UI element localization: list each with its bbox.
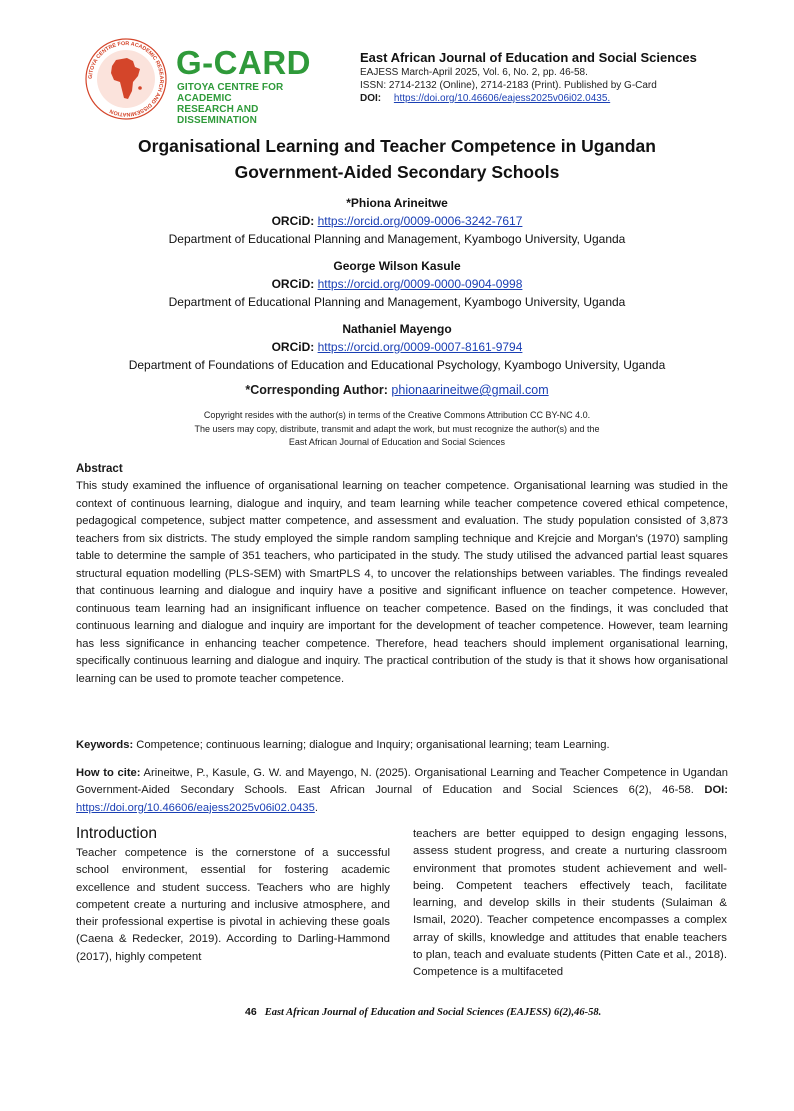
how-to-cite bbox=[76, 765, 728, 817]
author-affiliation: Department of Foundations of Education and Educational Psychology, Kyambogo University, Uganda bbox=[128, 358, 666, 372]
journal-doi-line bbox=[360, 92, 760, 105]
author-block bbox=[60, 194, 734, 248]
copyright-notice bbox=[110, 409, 684, 450]
paper-title-line1: Organisational Learning and Teacher Competence in Ugandan bbox=[138, 136, 656, 156]
corresponding-label: *Corresponding Author: bbox=[245, 383, 388, 397]
cite-label: How to cite: bbox=[76, 767, 141, 779]
cite-text: Arineitwe, P., Kasule, G. W. and Mayengo, N. (2025). Organisational Learning and Teacher Competence in Ugandan Government-Aided Secondary Schools. East African Journal of Education and Social Sciences 6(2), 46-58. bbox=[76, 767, 728, 797]
introduction-heading: Introduction bbox=[76, 825, 157, 842]
author-list bbox=[60, 194, 734, 374]
paper-title bbox=[60, 133, 734, 185]
orcid-label: ORCiD: bbox=[271, 277, 315, 291]
orcid-link[interactable]: https://orcid.org/0009-0007-8161-9794 bbox=[317, 340, 523, 354]
author-name: Nathaniel Mayengo bbox=[342, 322, 452, 336]
author-affiliation: Department of Educational Planning and Management, Kyambogo University, Uganda bbox=[168, 295, 626, 309]
copyright-line: East African Journal of Education and Social Sciences bbox=[288, 437, 506, 447]
orcid-link[interactable]: https://orcid.org/0009-0000-0904-0998 bbox=[317, 277, 523, 291]
author-name: George Wilson Kasule bbox=[333, 259, 461, 273]
orcid-label: ORCiD: bbox=[271, 214, 315, 228]
orcid-label: ORCiD: bbox=[271, 340, 315, 354]
copyright-line: The users may copy, distribute, transmit and adapt the work, but must recognize the author(s) and the bbox=[194, 423, 600, 434]
introduction-left-column: Teacher competence is the cornerstone of a successful school environment, essential for fostering academic excellence and student success. Teachers who are highly competent create a nurturing and inclusive atmosphere, and their professional expertise is pivotal in achieving these goals (Caena & Redecker, 2019). According to Darling-Hammond (2017), highly competent bbox=[76, 847, 390, 963]
page-number: 46 bbox=[245, 1006, 257, 1018]
keywords-label: Keywords: bbox=[76, 739, 134, 751]
emblem-ring-text: GITOYA CENTRE FOR ACADEMIC RESEARCH AND DISSEMINATION bbox=[87, 40, 165, 118]
introduction-right-column: teachers are better equipped to design engaging lessons, assess student progress, and create a nurturing classroom environment that promotes student achievement and well-being. Competent teachers effectively teach, facilitate learning, and develop skills in their students (Sulaiman & Ismail, 2020). Teacher competence encompasses a complex array of skills, knowledge and attitudes that enable teachers to plan, teach and evaluate students (Pitten Cate et al., 2018). Competence is a multifaceted bbox=[413, 828, 727, 979]
footer-journal-citation: East African Journal of Education and Social Sciences (EAJESS) 6(2),46-58. bbox=[264, 1007, 602, 1018]
journal-header bbox=[360, 50, 760, 105]
corresponding-email-link[interactable]: phionaarineitwe@gmail.com bbox=[391, 383, 549, 397]
paper-title-line2: Government-Aided Secondary Schools bbox=[234, 162, 560, 182]
author-affiliation: Department of Educational Planning and Management, Kyambogo University, Uganda bbox=[168, 232, 626, 246]
gcard-brand-subtitle bbox=[177, 82, 327, 126]
journal-name: East African Journal of Education and Social Sciences bbox=[360, 50, 697, 65]
abstract-heading: Abstract bbox=[76, 463, 123, 475]
abstract-text: This study examined the influence of organisational learning on teacher competence. Organisational learning was studied in the context of continuous learning, dialogue and inquiry, and team learning while teacher competence covered ethical competence, pedagogical competence, subject matter competence, and assessment and evaluation. The study population consisted of 3,873 teachers from six districts. The study employed the simple random sampling technique and Krejcie and Morgan's (1970) sampling table to determine the sample of 351 teachers, who participated in the study. The study utilised the advanced partial least squares structural equation modelling (PLS-SEM) with SmartPLS 4, to uncover the relationships between variables. The findings revealed that continuous learning and dialogue and inquiry have a positive and significant influence on teacher competence. However, continuous team learning had an insignificant influence on teacher competence. Based on the findings, it was concluded that continuous learning and dialogue and inquiry are important for the development of teacher competence. However, team learning has less significance in enhancing teacher competence. Therefore, head teachers should implement organisational learning, specifically continuous learning and dialogue and inquiry. The practical contribution of the study is that it shows how organisational learning can be used to promote teacher competence. bbox=[76, 480, 728, 685]
author-block bbox=[60, 320, 734, 374]
corresponding-author bbox=[60, 381, 734, 399]
gcard-subtitle-line1: GITOYA CENTRE FOR ACADEMIC bbox=[177, 82, 284, 104]
author-orcid bbox=[60, 338, 734, 356]
journal-issn: ISSN: 2714-2132 (Online), 2714-2183 (Print). Published by G-Card bbox=[360, 80, 657, 91]
gcard-subtitle-line2: RESEARCH AND DISSEMINATION bbox=[177, 104, 259, 126]
author-name: *Phiona Arineitwe bbox=[346, 196, 448, 210]
keywords bbox=[76, 737, 728, 754]
author-block bbox=[60, 257, 734, 311]
page-footer bbox=[245, 1006, 601, 1018]
author-orcid bbox=[60, 275, 734, 293]
cite-doi-link[interactable]: https://doi.org/10.46606/eajess2025v06i02.0435 bbox=[76, 801, 315, 814]
author-orcid bbox=[60, 212, 734, 230]
copyright-line: Copyright resides with the author(s) in terms of the Creative Commons Attribution CC BY-NC 4.0. bbox=[203, 410, 591, 420]
cite-doi-label: DOI: bbox=[704, 784, 728, 797]
journal-issue: EAJESS March-April 2025, Vol. 6, No. 2, pp. 46-58. bbox=[360, 67, 588, 78]
journal-doi-link[interactable]: https://doi.org/10.46606/eajess2025v06i02.0435. bbox=[393, 93, 611, 104]
gcard-brand-text: G-CARD bbox=[176, 44, 311, 81]
gcard-emblem-logo bbox=[83, 36, 169, 122]
keywords-text: Competence; continuous learning; dialogue and Inquiry; organisational learning; team Learning. bbox=[133, 739, 610, 751]
cite-end: . bbox=[314, 801, 318, 814]
doi-label: DOI: bbox=[360, 93, 382, 104]
orcid-link[interactable]: https://orcid.org/0009-0006-3242-7617 bbox=[317, 214, 523, 228]
